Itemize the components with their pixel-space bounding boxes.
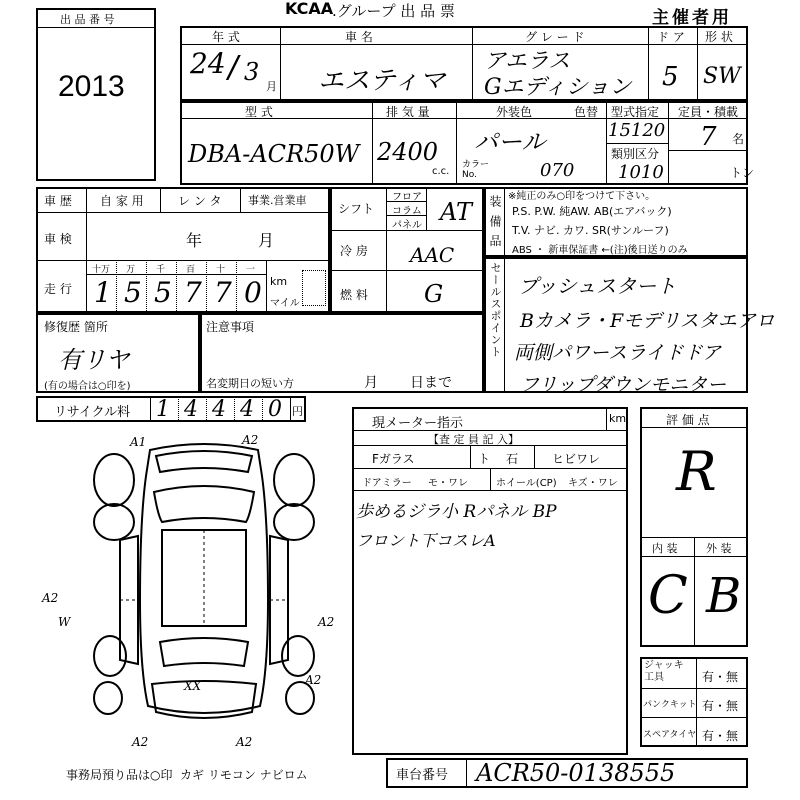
load-unit: トン <box>730 166 755 180</box>
expiry-label: 名変期日の短い方 <box>206 377 294 390</box>
damage-mark-xx: XX <box>184 679 202 693</box>
month-value: 3 <box>244 58 260 86</box>
digit-header-10: 十 <box>216 265 226 275</box>
f-glass-label: Fガラス <box>372 452 415 466</box>
equipment-line2: T.V. ナビ. カワ. SR(サンルーフ) <box>512 224 669 237</box>
color-no-value: 070 <box>540 160 575 181</box>
meter-unit: km <box>609 412 627 425</box>
capacity-value: 7 <box>700 122 717 152</box>
damage-mark-a2-rear-right: A2 <box>305 673 322 687</box>
repair-history-note: (有の場合は○印を) <box>44 381 131 392</box>
spare-tire-options: 有・無 <box>702 729 739 743</box>
auction-logo: KCAA <box>285 0 334 18</box>
interior-value: C <box>648 566 688 626</box>
type-designation-label: 型式指定 <box>611 105 660 119</box>
car-name-label: 車 名 <box>345 30 373 44</box>
notes-label: 注意事項 <box>206 320 255 334</box>
damage-mark-a2-right: A2 <box>318 615 335 629</box>
history-option-private: 自 家 用 <box>100 194 144 208</box>
damage-mark-a2-front: A2 <box>242 433 259 447</box>
recycle-fee-unit: 円 <box>292 405 303 418</box>
sheet-title: .グループ 出 品 票 <box>332 2 455 20</box>
digit-header-100k: 十万 <box>92 265 111 275</box>
model-value: DBA-ACR50W <box>188 140 360 168</box>
inspection-year-unit: 年 <box>186 231 203 250</box>
puncture-kit-label: パンクキット <box>643 700 697 710</box>
year-label: 年 式 <box>212 30 240 44</box>
repair-history-value: 有リヤ <box>58 346 130 374</box>
history-option-business: 事業.営業車 <box>248 194 307 207</box>
color-value: パール <box>474 128 546 156</box>
evaluation-value: R <box>676 440 717 503</box>
digit-header-100: 百 <box>186 265 196 275</box>
recycle-digit-2: 4 <box>184 397 198 422</box>
digit-header-1: 一 <box>246 265 256 275</box>
displacement-label: 排 気 量 <box>386 105 430 119</box>
inspector-header: 【査 定 員 記 入】 <box>428 433 519 446</box>
recycle-digit-5: 0 <box>268 397 282 422</box>
wheel-options: キズ・ワレ <box>568 478 618 489</box>
host-label: 主催者用 <box>652 8 732 28</box>
inspector-remark-1: 歩めるジラ小 Rパネル BP <box>356 502 557 522</box>
capacity-unit: 名 <box>732 132 745 146</box>
displacement-value: 2400 <box>377 138 439 166</box>
lot-number: 2013 <box>58 70 125 103</box>
exterior-label: 外 装 <box>706 542 732 555</box>
chassis-number-label: 車台番号 <box>396 768 449 783</box>
history-label: 車 歴 <box>44 194 72 208</box>
mileage-digit-5: 7 <box>214 276 232 309</box>
office-items: カギ リモコン ナビロム <box>180 768 308 782</box>
sales-point-3: 両側パワースライドドア <box>514 342 721 364</box>
class-value: 1010 <box>618 162 664 183</box>
sales-points-label: セールスポイント <box>489 262 502 358</box>
damage-mark-a2-rear-2: A2 <box>236 735 253 749</box>
expiry-day: 日まで <box>410 375 452 391</box>
vehicle-damage-diagram <box>42 430 335 760</box>
ac-label: 冷 房 <box>340 244 368 258</box>
class-label: 類別区分 <box>611 147 660 161</box>
equipment-label: 装 備 品 <box>488 195 502 249</box>
wheel-label: ホイール(CP) <box>496 478 557 489</box>
shift-option-column: コラム <box>392 206 422 217</box>
sales-point-4: フリップダウンモニター <box>520 374 727 396</box>
f-glass-option-2: 石 <box>506 452 519 466</box>
color-label: 外装色 <box>496 105 533 119</box>
jack-tool-options: 有・無 <box>702 670 739 684</box>
sales-point-2: Bカメラ・Fモデリスタエアロ <box>520 310 775 332</box>
sales-point-1: プッシュスタート <box>518 274 677 298</box>
grade-value-2: Gエディション <box>484 75 632 100</box>
mileage-digit-1: 1 <box>94 276 112 309</box>
door-value: 5 <box>662 62 679 92</box>
fuel-label: 燃 料 <box>340 288 368 302</box>
repair-history-label: 修復歴 箇所 <box>44 320 108 334</box>
f-glass-option-1: ト <box>478 452 491 466</box>
type-designation-value: 15120 <box>608 120 666 141</box>
model-label: 型 式 <box>245 105 273 119</box>
door-mirror-options: モ・ワレ <box>428 478 468 489</box>
shift-option-floor: フロア <box>392 192 422 203</box>
equipment-line3: ABS ・ 新車保証書 ←(注)後日送りのみ <box>512 245 688 256</box>
shift-value: AT <box>440 198 473 226</box>
capacity-label: 定員・積載 <box>678 105 739 119</box>
grade-label: グ レ ー ド <box>525 30 585 44</box>
km-label: km <box>270 275 288 288</box>
year-value: 24 <box>190 47 226 80</box>
office-note: 事務局預り品は○印 <box>66 768 173 782</box>
grade-value-1: アエラス <box>484 49 571 74</box>
color-no-label: カラー No. <box>462 160 490 180</box>
displacement-unit: c.c. <box>432 166 450 177</box>
inspection-label: 車 検 <box>44 232 72 246</box>
inspection-month-unit: 月 <box>258 231 275 250</box>
shift-option-panel: パネル <box>392 220 422 231</box>
history-option-rental: レ ン タ <box>178 194 222 208</box>
mileage-digit-2: 5 <box>124 276 142 309</box>
interior-label: 内 装 <box>652 542 678 555</box>
damage-mark-w: W <box>58 615 71 629</box>
meter-label: 現メーター指示 <box>372 416 464 431</box>
shift-label: シフト <box>338 202 375 216</box>
exterior-value: B <box>706 568 742 624</box>
door-mirror-label: ドアミラー <box>362 478 412 489</box>
lot-number-label: 出 品 番 号 <box>60 13 115 26</box>
mileage-digit-3: 5 <box>154 276 172 309</box>
shape-value: SW <box>703 64 741 89</box>
color-change-label: 色替 <box>574 105 599 119</box>
recycle-fee-label: リサイクル料 <box>54 405 131 420</box>
fuel-value: G <box>424 280 444 308</box>
shape-label: 形 状 <box>705 30 733 44</box>
expiry-month: 月 <box>364 375 378 391</box>
digit-header-10k: 万 <box>126 265 136 275</box>
equipment-note: ※純正のみ○印をつけて下さい。 <box>508 191 656 202</box>
mile-label: マイル <box>270 298 300 309</box>
door-label: ド ア <box>657 30 685 44</box>
puncture-kit-options: 有・無 <box>702 699 739 713</box>
inspector-remark-2: フロント下コスレA <box>356 531 496 550</box>
month-unit: 月 <box>266 80 277 93</box>
recycle-digit-4: 4 <box>240 397 254 422</box>
car-name-value: エスティマ <box>318 66 446 96</box>
damage-mark-a2-rear: A2 <box>132 735 149 749</box>
spare-tire-label: スペアタイヤ <box>643 730 697 740</box>
mileage-label: 走 行 <box>44 282 72 296</box>
damage-mark-a1: A1 <box>130 435 147 449</box>
damage-mark-a2-left: A2 <box>42 591 59 605</box>
jack-tool-label: ジャッキ工具 <box>644 660 684 683</box>
evaluation-label: 評 価 点 <box>666 413 710 427</box>
f-glass-option-3: ヒビワレ <box>552 452 601 466</box>
equipment-line1: P.S. P.W. 純AW. AB(エアバック) <box>512 205 672 218</box>
mileage-digit-6: 0 <box>244 276 262 309</box>
digit-header-1k: 千 <box>156 265 166 275</box>
mileage-digit-4: 7 <box>184 276 202 309</box>
chassis-number-value: ACR50-0138555 <box>476 759 676 787</box>
recycle-digit-3: 4 <box>212 397 226 422</box>
ac-value: AAC <box>410 243 455 267</box>
recycle-digit-1: 1 <box>156 397 170 422</box>
